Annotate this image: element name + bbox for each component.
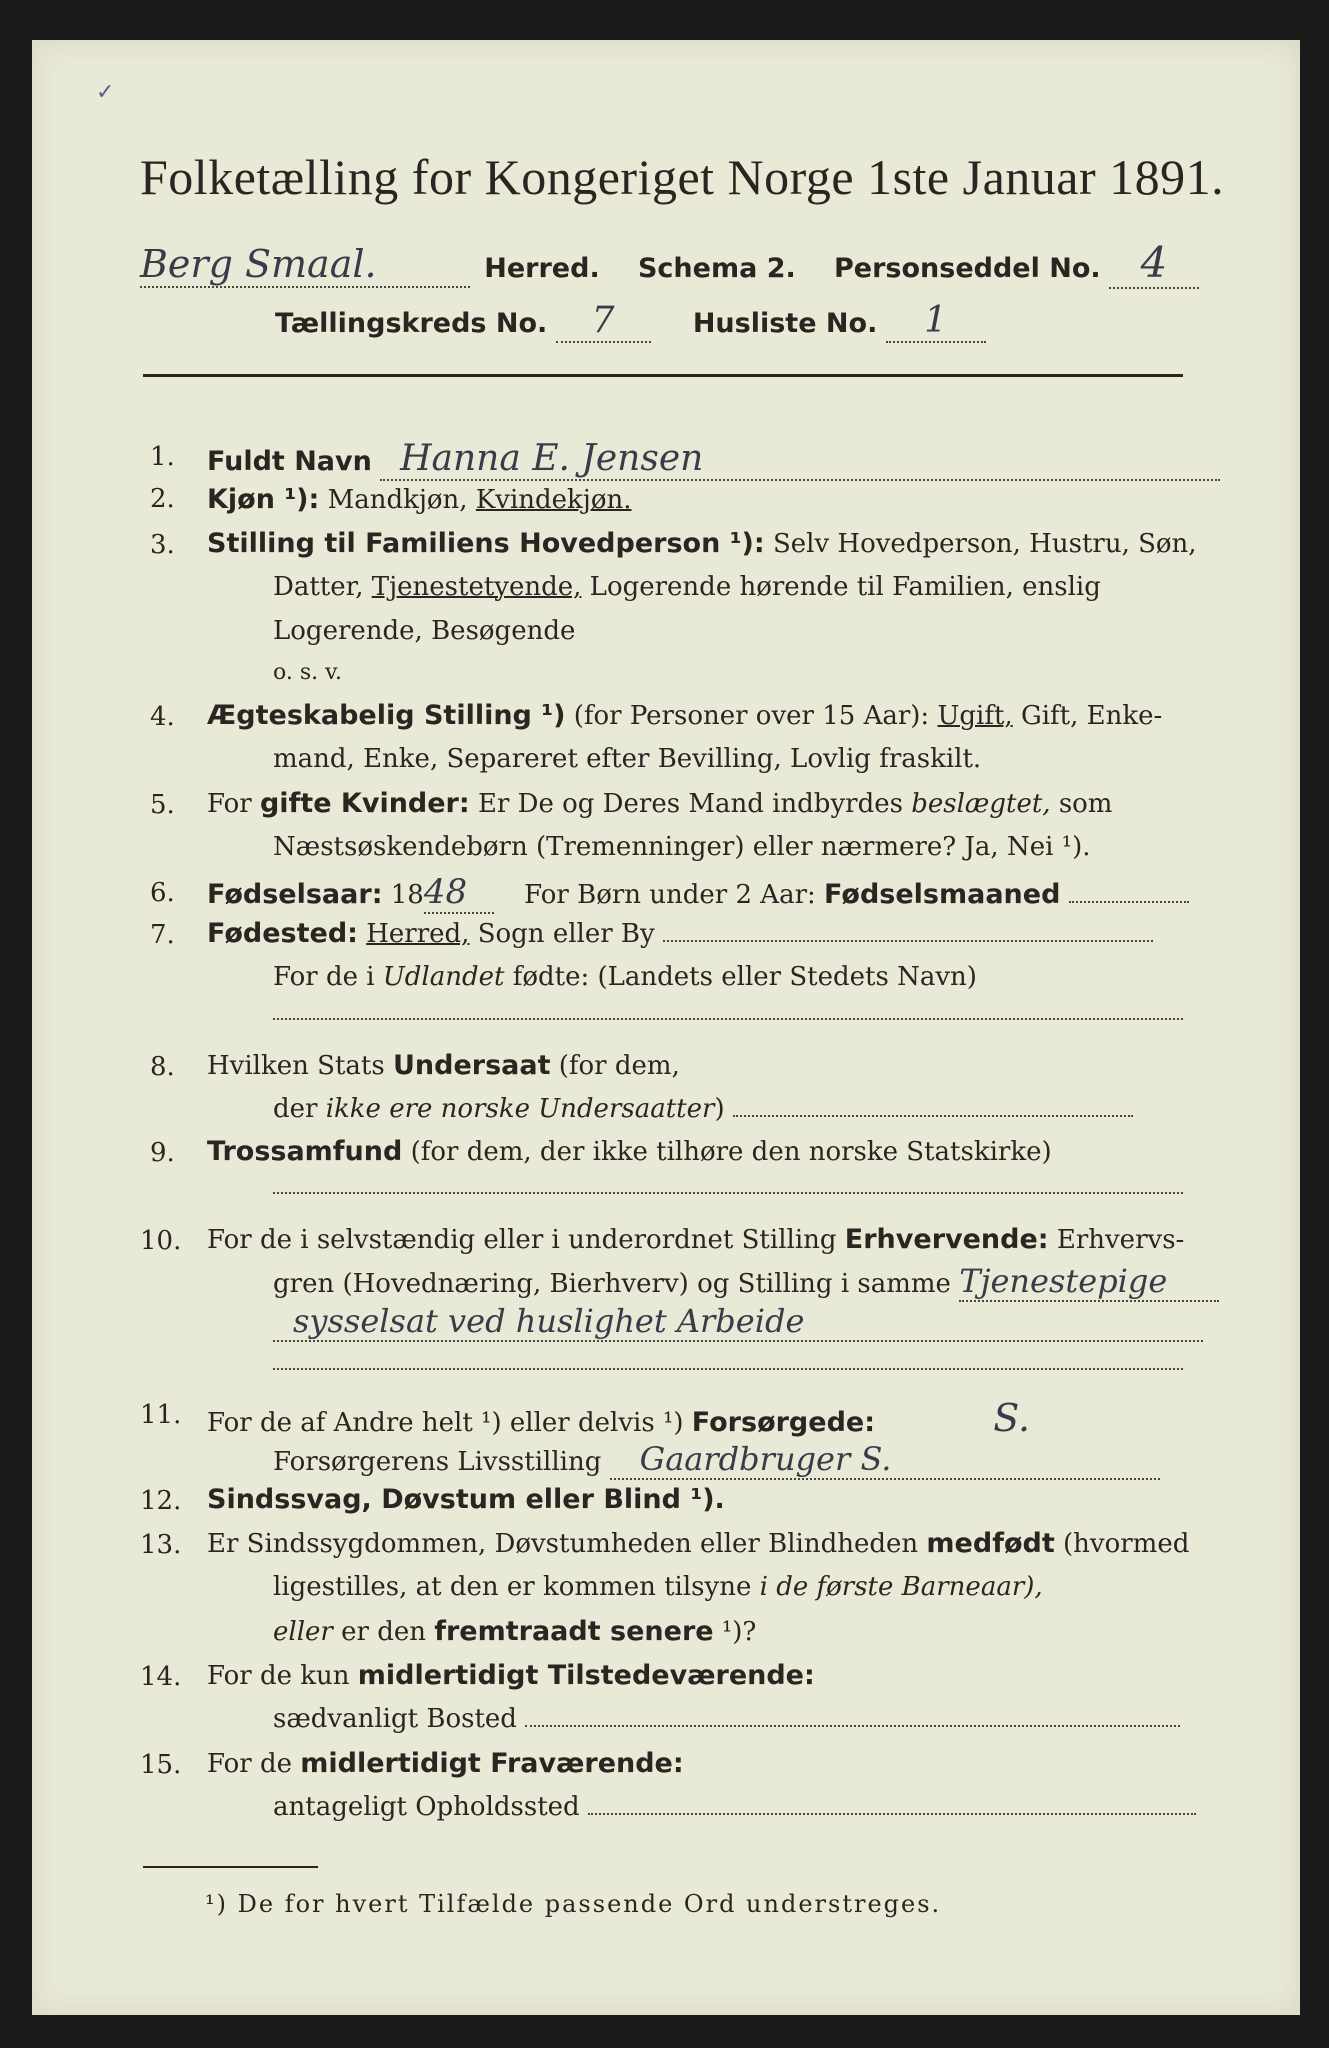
item-13-italic-c: eller xyxy=(273,1617,333,1647)
item-1-full-name xyxy=(207,438,1220,481)
item-10-text-a2: Erhvervs- xyxy=(1056,1225,1185,1255)
item-10-value-a: Tjenestepige xyxy=(959,1262,1219,1302)
item-7-text-b2: fødte: (Landets eller Stedets Navn) xyxy=(512,962,977,992)
item-13-text-c: er den xyxy=(341,1617,426,1647)
item-6-label2: Fødselsmaaned xyxy=(824,879,1061,910)
item-15-line-a xyxy=(207,1748,684,1779)
item-13-line-a xyxy=(207,1528,1189,1559)
item-3-text-a: Selv Hovedperson, Hustru, Søn, xyxy=(772,529,1197,559)
item-3-line-a xyxy=(207,528,1197,559)
item-13-text-a1: Er Sindssygdommen, Døvstumheden eller Blindheden xyxy=(207,1529,919,1559)
item-7-number: 7. xyxy=(150,920,175,950)
item-8-italic: ikke ere norske Undersaatter xyxy=(325,1094,715,1124)
item-3-text-b2: Logerende hørende til Familien, enslig xyxy=(589,572,1101,602)
item-3-text-c: Logerende, Besøgende xyxy=(273,616,576,646)
item-10-label: Erhvervende: xyxy=(844,1224,1049,1255)
item-7-field xyxy=(663,940,1153,942)
item-7-line-a xyxy=(207,918,1153,949)
item-15-label: midlertidigt Fraværende: xyxy=(300,1748,684,1779)
item-11-value-b: Gaardbruger S. xyxy=(610,1440,1160,1480)
item-11-value-a: S. xyxy=(993,1396,1031,1440)
item-14-line-a xyxy=(207,1660,815,1691)
item-6-label: Fødselsaar: xyxy=(207,879,383,910)
item-7-text: Sogn eller By xyxy=(477,919,655,949)
item-10-field-extra xyxy=(273,1368,1183,1370)
item-14-text-b: sædvanligt Bosted xyxy=(273,1704,517,1734)
item-15-text-a1: For de xyxy=(207,1749,292,1779)
item-12-line xyxy=(207,1484,725,1515)
item-7-underlined: Herred, xyxy=(366,919,470,949)
item-7-line-b xyxy=(273,962,977,992)
herred-handwritten: Berg Smaal. xyxy=(140,242,470,288)
item-11-text-b: Forsørgerens Livsstilling xyxy=(273,1447,602,1477)
item-10-value-b: sysselsat ved huslighet Arbeide xyxy=(273,1302,1203,1342)
item-11-line-a xyxy=(207,1396,1030,1440)
item-10-number: 10. xyxy=(140,1226,182,1256)
footnote-rule xyxy=(143,1866,318,1868)
item-9-number: 9. xyxy=(150,1138,175,1168)
item-6-text: For Børn under 2 Aar: xyxy=(524,880,816,910)
item-2-underlined: Kvindekjøn. xyxy=(475,485,632,515)
item-5-italic: beslægtet, xyxy=(911,789,1051,819)
kreds-label: Tællingskreds No. xyxy=(275,308,548,339)
item-4-label: Ægteskabelig Stilling ¹) xyxy=(207,700,566,731)
item-5-number: 5. xyxy=(150,790,175,820)
item-6-prefix: 18 xyxy=(390,880,424,910)
personseddel-value: 4 xyxy=(1109,238,1199,289)
item-15-number: 15. xyxy=(140,1750,182,1780)
item-11-text-a1: For de af Andre helt ¹) eller delvis ¹) xyxy=(207,1408,684,1438)
item-11-number: 11. xyxy=(140,1400,182,1430)
item-12-number: 12. xyxy=(140,1486,182,1516)
item-14-number: 14. xyxy=(140,1662,182,1692)
item-13-label2: fremtraadt senere xyxy=(434,1616,714,1647)
corner-tick-mark: ✓ xyxy=(96,80,115,105)
personseddel-label: Personseddel No. xyxy=(834,253,1101,284)
item-9-label: Trossamfund xyxy=(207,1136,403,1167)
kreds-value: 7 xyxy=(556,300,651,343)
item-12-label: Sindssvag, Døvstum eller Blind ¹). xyxy=(207,1484,725,1515)
item-11-label: Forsørgede: xyxy=(691,1407,876,1438)
item-1-label: Fuldt Navn xyxy=(207,446,372,477)
husliste-label: Husliste No. xyxy=(692,308,878,339)
item-6-number: 6. xyxy=(150,878,175,908)
item-15-field xyxy=(588,1813,1196,1815)
item-3-text-b1: Datter, xyxy=(273,572,364,602)
item-10-text-a1: For de i selvstændig eller i underordnet Stilling xyxy=(207,1225,837,1255)
item-10-line-a xyxy=(207,1224,1184,1255)
item-9-line xyxy=(207,1136,1052,1167)
footnote: ¹) De for hvert Tilfælde passende Ord understreges. xyxy=(205,1890,942,1918)
item-2-label: Kjøn ¹): xyxy=(207,484,320,515)
item-4-text-b: mand, Enke, Separeret efter Bevilling, Lovlig fraskilt. xyxy=(273,744,982,774)
item-13-text-c2: ¹)? xyxy=(721,1617,757,1647)
item-13-line-b xyxy=(273,1572,1043,1602)
item-13-text-a2: (hvormed xyxy=(1063,1529,1190,1559)
item-13-text-b1: ligestilles, at den er kommen tilsyne xyxy=(273,1572,752,1602)
item-9-field xyxy=(273,1192,1183,1194)
item-14-field xyxy=(525,1725,1180,1727)
item-3-underlined: Tjenestetyende, xyxy=(371,572,582,602)
item-13-label: medfødt xyxy=(926,1528,1055,1559)
item-8-text-b1: der xyxy=(273,1094,318,1124)
item-4-text-a2: Gift, Enke- xyxy=(1020,701,1163,731)
item-15-text-b: antageligt Opholdssted xyxy=(273,1792,580,1822)
item-4-underlined: Ugift, xyxy=(937,701,1013,731)
item-1-number: 1. xyxy=(150,442,175,472)
item-2-sex xyxy=(207,484,632,515)
item-3-text-d: o. s. v. xyxy=(273,660,342,685)
item-13-number: 13. xyxy=(140,1530,182,1560)
item-7-label: Fødested: xyxy=(207,918,358,949)
item-14-line-b xyxy=(273,1704,1180,1734)
item-2-text: Mandkjøn, xyxy=(327,485,468,515)
herred-label: Herred. xyxy=(484,253,600,284)
item-7-italic: Udlandet xyxy=(382,962,505,992)
header-divider xyxy=(143,374,1183,377)
item-5-label: gifte Kvinder: xyxy=(259,788,470,819)
item-9-text: (for dem, der ikke tilhøre den norske Statskirke) xyxy=(410,1137,1052,1167)
item-8-text-a1: Hvilken Stats xyxy=(207,1051,385,1081)
item-5-label-pre: For xyxy=(207,789,252,819)
item-11-line-b xyxy=(273,1440,1160,1480)
kreds-line xyxy=(275,300,986,343)
item-4-line-a xyxy=(207,700,1162,731)
item-4-text-a1: (for Personer over 15 Aar): xyxy=(573,701,930,731)
item-5-text-b: Næstsøskendebørn (Tremenninger) eller nærmere? Ja, Nei ¹). xyxy=(273,832,1091,862)
item-2-number: 2. xyxy=(150,484,175,514)
item-14-label: midlertidigt Tilstedeværende: xyxy=(357,1660,815,1691)
item-5-text-a1: Er De og Deres Mand indbyrdes xyxy=(477,789,903,819)
item-13-italic-b: i de første Barneaar), xyxy=(759,1572,1043,1602)
item-3-line-b xyxy=(273,572,1101,602)
item-13-line-c xyxy=(273,1616,756,1647)
item-15-line-b xyxy=(273,1792,1196,1822)
item-14-text-a1: For de kun xyxy=(207,1661,350,1691)
item-4-number: 4. xyxy=(150,702,175,732)
item-8-field xyxy=(733,1115,1133,1117)
item-5-line-a xyxy=(207,788,1112,819)
item-7-text-b1: For de i xyxy=(273,962,375,992)
item-5-text-a2: som xyxy=(1058,789,1113,819)
item-6-year-value: 48 xyxy=(424,872,494,914)
herred-line xyxy=(140,238,1199,289)
item-7-foreign-field xyxy=(273,1018,1183,1020)
item-8-line-b: der ikke ere norske Undersaatter) xyxy=(273,1094,1133,1124)
item-6-birth-year xyxy=(207,872,1189,914)
item-3-number: 3. xyxy=(150,530,175,560)
item-1-name-value: Hanna E. Jensen xyxy=(380,438,1220,481)
form-title: Folketælling for Kongeriget Norge 1ste Januar 1891. xyxy=(140,149,1225,205)
item-8-line-a xyxy=(207,1050,680,1081)
item-6-month-field xyxy=(1069,901,1189,903)
husliste-value: 1 xyxy=(886,300,986,343)
item-8-text-a2: (for dem, xyxy=(558,1051,680,1081)
item-10-text-b: gren (Hovednæring, Bierhverv) og Stilling i samme xyxy=(273,1269,951,1299)
item-8-label: Undersaat xyxy=(392,1050,551,1081)
schema-label: Schema 2. xyxy=(637,253,796,284)
item-10-line-b xyxy=(273,1262,1219,1302)
item-3-label: Stilling til Familiens Hovedperson ¹): xyxy=(207,528,765,559)
item-10-line-c xyxy=(273,1302,1203,1342)
item-8-number: 8. xyxy=(150,1052,175,1082)
